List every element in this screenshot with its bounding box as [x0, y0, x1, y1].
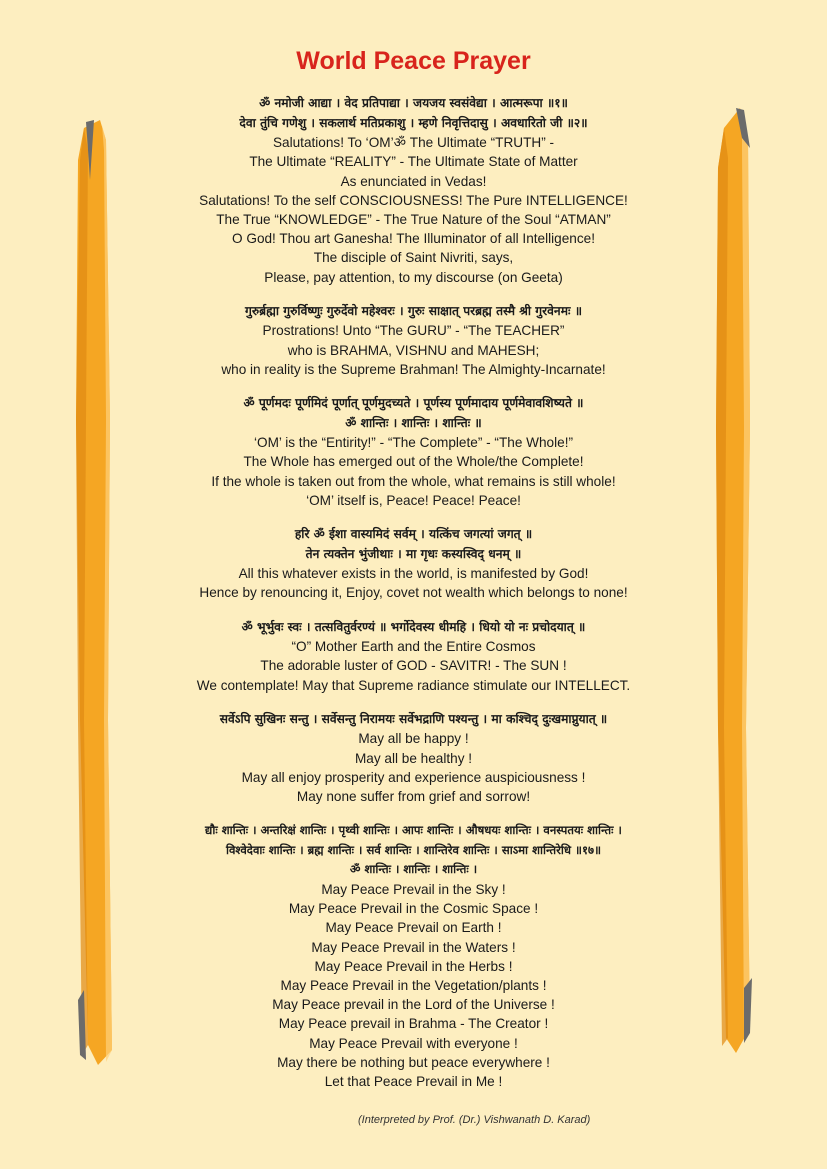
english-line: May Peace prevail in the Lord of the Universe ! [272, 997, 555, 1013]
english-line: May Peace Prevail with everyone ! [309, 1035, 518, 1051]
english-line: ‘OM’ is the “Entirity!” - “The Complete” - “The Whole!” [253, 435, 573, 451]
english-line: Prostrations! Unto “The GURU” - “The TEACHER” [262, 323, 565, 339]
english-line: May Peace Prevail in the Waters ! [311, 939, 516, 955]
english-line: May all be happy ! [358, 731, 469, 747]
english-line: The adorable luster of GOD - SAVITR! - The SUN ! [260, 658, 567, 674]
english-line: May Peace Prevail on Earth ! [325, 920, 502, 936]
stanza-7 [90, 821, 737, 1091]
sanskrit-line: देवा तुंचि गणेशु । सकलार्थ मतिप्रकाशु । म्हणे निवृत्तिदासु । अवधारितो जी ॥२॥ [239, 115, 588, 130]
english-line: The True “KNOWLEDGE” - The True Nature of the Soul “ATMAN” [216, 212, 611, 227]
stanza-2 [90, 302, 737, 379]
english-line: The disciple of Saint Nivriti, says, [313, 250, 514, 266]
sanskrit-line: विश्वेदेवाः शान्तिः । ब्रह्म शान्तिः । सर्व शान्तिः । शान्तिरेव शान्तिः । साऽमा शान्तिरेधि ॥१७॥ [225, 842, 602, 857]
english-line: Salutations! To ‘OM’ॐ The Ultimate “TRUTH” - [272, 135, 555, 151]
sanskrit-line: गुरुर्ब्रह्मा गुरुर्विष्णुः गुरुर्देवो महेश्वरः । गुरुः साक्षात् परब्रह्म तस्मै श्री गुरवेनमः ॥ [245, 303, 582, 318]
english-line: All this whatever exists in the world, is manifested by God! [238, 566, 589, 582]
english-line: If the whole is taken out from the whole, what remains is still whole! [211, 473, 616, 489]
english-line: May Peace prevail in Brahma - The Creator ! [278, 1016, 549, 1032]
english-line: As enunciated in Vedas! [340, 173, 487, 189]
english-line: ‘OM’ itself is, Peace! Peace! Peace! [306, 492, 521, 508]
english-line: who is BRAHMA, VISHNU and MAHESH; [287, 342, 540, 358]
sanskrit-line: ॐ नमोजी आद्या । वेद प्रतिपाद्या । जयजय स्वसंवेद्या । आत्मरूपा ॥१॥ [259, 96, 568, 110]
english-line: Salutations! To the self CONSCIOUSNESS! The Pure INTELLIGENCE! [199, 192, 628, 208]
english-line: who in reality is the Supreme Brahman! The Almighty-Incarnate! [221, 361, 606, 377]
stanza-5 [90, 618, 737, 695]
english-line: May all enjoy prosperity and experience auspiciousness ! [241, 769, 586, 785]
english-line: Let that Peace Prevail in Me ! [324, 1074, 503, 1090]
english-line: The Whole has emerged out of the Whole/the Complete! [243, 454, 584, 470]
stanza-4 [90, 525, 737, 603]
sanskrit-line: ॐ शान्तिः । शान्तिः । शान्तिः ॥ [345, 415, 482, 430]
english-line: May none suffer from grief and sorrow! [296, 789, 531, 805]
stanza-6 [90, 710, 737, 806]
english-line: The Ultimate “REALITY” - The Ultimate State of Matter [249, 154, 578, 170]
english-line: May Peace Prevail in the Herbs ! [314, 958, 513, 974]
english-line: “O” Mother Earth and the Entire Cosmos [291, 639, 536, 655]
english-line: May Peace Prevail in the Vegetation/plants ! [280, 978, 547, 994]
english-line: May all be healthy ! [354, 750, 473, 766]
english-line: We contemplate! May that Supreme radiance stimulate our INTELLECT. [196, 677, 631, 693]
credit-line: (Interpreted by Prof. (Dr.) Vishwanath D. Karad) [358, 1114, 591, 1126]
english-line: May there be nothing but peace everywhere ! [277, 1054, 550, 1070]
english-line: May Peace Prevail in the Sky ! [321, 882, 506, 897]
sanskrit-line: ॐ पूर्णमदः पूर्णमिदं पूर्णात् पूर्णमुदच्यते । पूर्णस्य पूर्णमादाय पूर्णमेवावशिष्यते ॥ [243, 396, 584, 411]
sanskrit-line: ॐ शान्तिः । शान्तिः । शान्तिः । [349, 862, 478, 877]
prayer-content [90, 94, 737, 1106]
english-line: May Peace Prevail in the Cosmic Space ! [288, 901, 539, 917]
english-line: Hence by renouncing it, Enjoy, covet not wealth which belongs to none! [199, 585, 628, 601]
english-line: O God! Thou art Ganesha! The Illuminator of all Intelligence! [232, 231, 595, 247]
sanskrit-line: द्यौः शान्तिः । अन्तरिक्षं शान्तिः । पृथ्वी शान्तिः । आपः शान्तिः । औषधयः शान्तिः । वनस्पतयः शान्तिः । [205, 823, 622, 838]
sanskrit-line: ॐ भूर्भुवः स्वः । तत्सवितुर्वरण्यं ॥ भर्गोदेवस्य धीमहि । धियो यो नः प्रचोदयात् ॥ [241, 619, 586, 634]
stanza-3 [90, 394, 737, 510]
page-title: World Peace Prayer [296, 47, 531, 75]
stanza-1 [90, 94, 737, 287]
sanskrit-line: हरि ॐ ईशा वास्यमिदं सर्वम् । यत्किंच जगत्यां जगत् ॥ [294, 527, 533, 542]
sanskrit-line: तेन त्यक्तेन भुंजीथाः । मा गृधः कस्यस्विद् धनम् ॥ [305, 546, 522, 561]
sanskrit-line: सर्वेऽपि सुखिनः सन्तु । सर्वेसन्तु निरामयः सर्वेभद्राणि पश्यन्तु । मा कश्चिद् दुःखमाप्नुयात् ॥ [219, 711, 608, 726]
english-line: Please, pay attention, to my discourse (on Geeta) [264, 269, 563, 285]
